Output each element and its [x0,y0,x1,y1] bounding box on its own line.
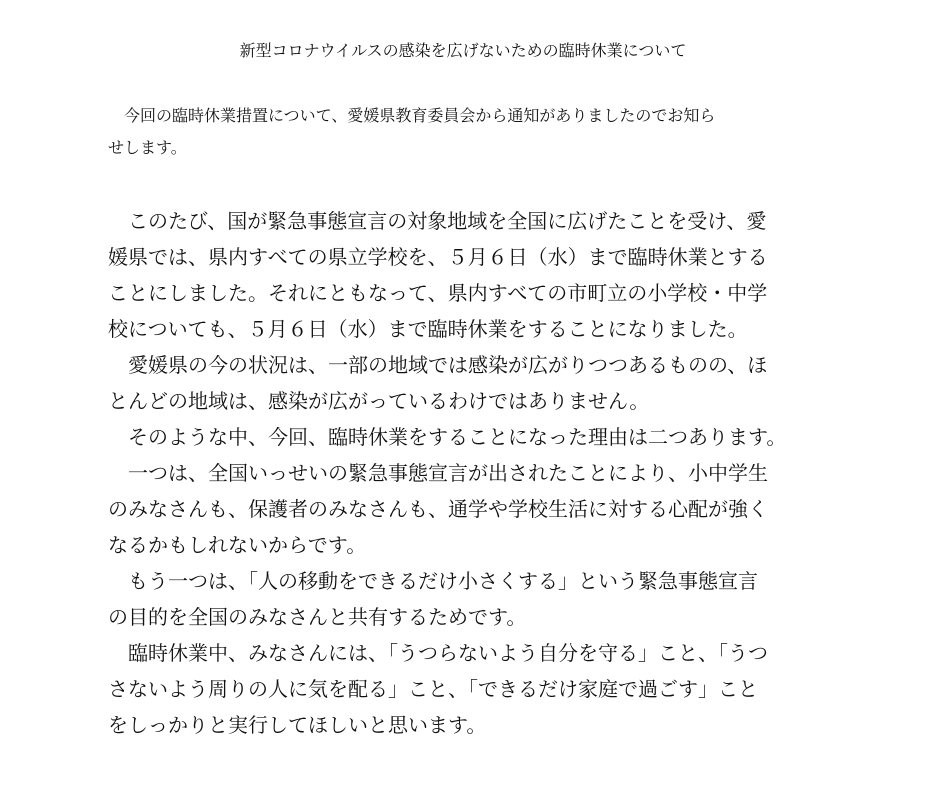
body-line: もう一つは、「人の移動をできるだけ小さくする」という緊急事態宣言 [108,569,758,593]
body-line: ことにしました。それにともなって、県内すべての市町立の小学校・中学 [108,281,768,305]
intro-line: せします。 [108,138,187,157]
body-line: の目的を全国のみなさんと共有するためです。 [108,605,527,629]
body-line: さないよう周りの人に気を配る」こと、「できるだけ家庭で過ごす」こと [108,677,758,701]
body-line: 愛媛県の今の状況は、一部の地域では感染が広がりつつあるものの、ほ [108,353,768,377]
body-line: なるかもしれないからです。 [108,533,367,557]
body-line: をしっかりと実行してほしいと思います。 [108,713,487,737]
body-line: そのような中、今回、臨時休業をすることになった理由は二つあります。 [108,425,787,449]
body-line: 臨時休業中、みなさんには、「うつらないよう自分を守る」こと、「うつ [108,641,768,665]
body-line: 媛県では、県内すべての県立学校を、５月６日（水）まで臨時休業とする [108,245,768,269]
document-title: 新型コロナウイルスの感染を広げないための臨時休業について [239,41,687,60]
body-line: このたび、国が緊急事態宣言の対象地域を全国に広げたことを受け、愛 [108,209,767,233]
intro-line: 今回の臨時休業措置について、愛媛県教育委員会から通知がありましたのでお知ら [108,106,716,125]
body-line: のみなさんも、保護者のみなさんも、通学や学校生活に対する心配が強く [108,497,768,521]
intro-paragraph [108,100,828,164]
body-line: 校についても、５月６日（水）まで臨時休業をすることになりました。 [108,317,748,341]
body-line: 一つは、全国いっせいの緊急事態宣言が出されたことにより、小中学生 [108,461,768,485]
body-text [108,203,848,743]
body-line: とんどの地域は、感染が広がっているわけではありません。 [108,389,650,413]
